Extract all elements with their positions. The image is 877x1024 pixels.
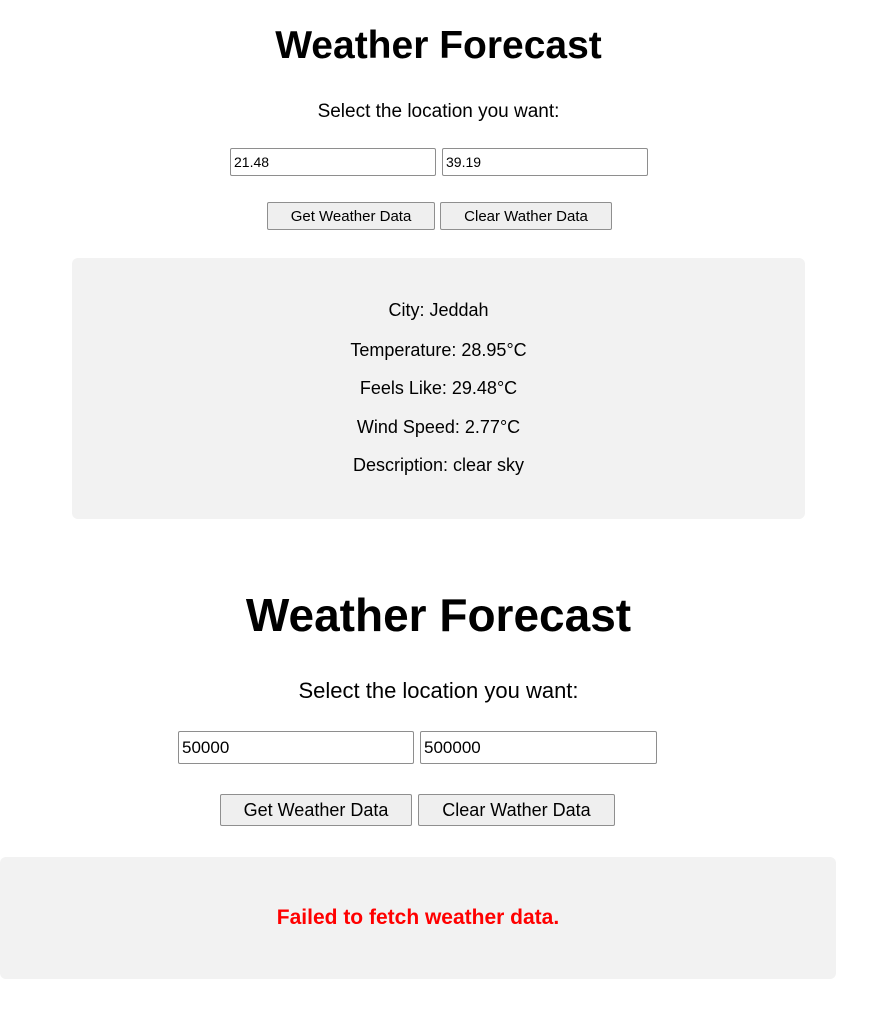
get-weather-button[interactable]: Get Weather Data	[220, 794, 412, 826]
page-title: Weather Forecast	[275, 24, 602, 67]
error-message: Failed to fetch weather data.	[276, 906, 560, 929]
feels-like-text: Feels Like: 29.48°C	[359, 378, 518, 398]
description-text: Description: clear sky	[352, 455, 525, 475]
wind-speed-text: Wind Speed: 2.77°C	[356, 417, 521, 437]
clear-weather-button[interactable]: Clear Wather Data	[440, 202, 612, 230]
city-text: City: Jeddah	[388, 300, 489, 320]
latitude-input[interactable]	[230, 148, 436, 176]
longitude-input[interactable]	[442, 148, 648, 176]
latitude-input[interactable]	[178, 731, 414, 764]
location-prompt: Select the location you want:	[298, 678, 579, 703]
clear-weather-button[interactable]: Clear Wather Data	[418, 794, 615, 826]
weather-panel-bottom	[0, 560, 877, 1000]
weather-result-box	[0, 857, 836, 979]
temperature-text: Temperature: 28.95°C	[350, 340, 527, 360]
longitude-input[interactable]	[420, 731, 657, 764]
page-title: Weather Forecast	[245, 589, 632, 641]
get-weather-button[interactable]: Get Weather Data	[267, 202, 435, 230]
weather-result-box	[72, 258, 805, 519]
location-prompt: Select the location you want:	[317, 101, 560, 122]
